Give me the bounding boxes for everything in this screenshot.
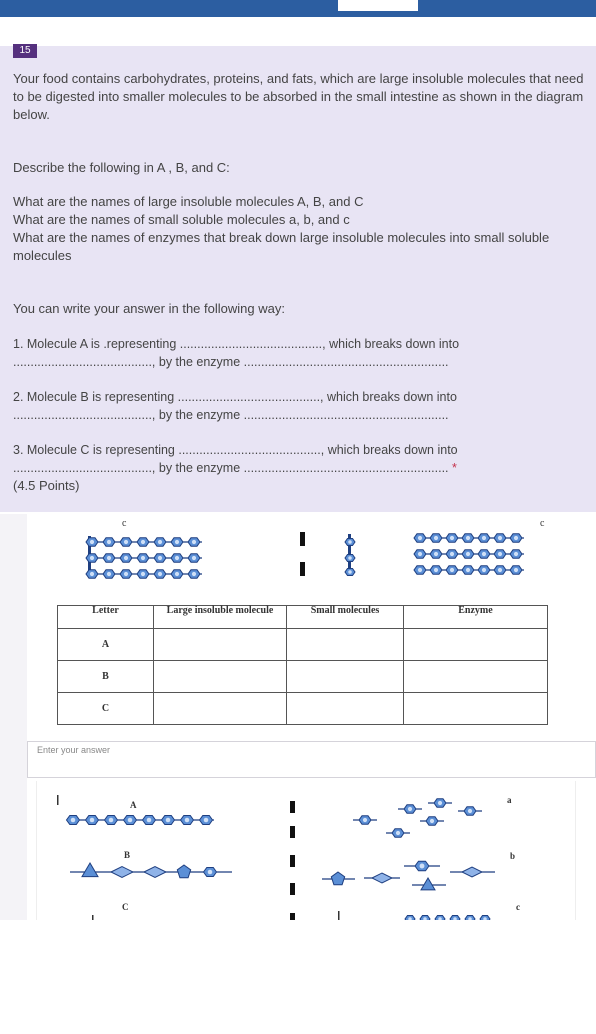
hexagon-center-icon [466, 552, 470, 556]
hexagon-center-icon [175, 556, 179, 560]
pentagon-icon [177, 865, 190, 878]
hexagon-center-icon [482, 568, 486, 572]
starch-chain-A [67, 816, 215, 825]
label-B: B [124, 850, 131, 860]
diamond-icon [144, 867, 166, 878]
amino-acid-molecules-b [322, 861, 495, 890]
answer-template-2a: 2. Molecule B is representing ........................................., which breaks down into [13, 390, 457, 404]
hexagon-center-icon [418, 536, 422, 540]
table-cell [154, 693, 287, 725]
hexagon-center-icon [434, 568, 438, 572]
hexagon-center-icon [90, 556, 94, 560]
hexagon-center-icon [450, 552, 454, 556]
hexagon-center-icon [498, 568, 502, 572]
required-mark: * [452, 461, 457, 475]
table-cell [404, 629, 548, 661]
answer-placeholder: Enter your answer [37, 745, 111, 755]
hexagon-center-icon [192, 572, 196, 576]
table-header-letter: Letter [58, 606, 154, 629]
hexagon-center-icon [107, 556, 111, 560]
table-cell [287, 629, 404, 661]
label-c-top-right: c [540, 518, 545, 529]
label-A: A [130, 800, 137, 810]
hexagon-center-icon [420, 864, 425, 869]
answer-template-3b [13, 459, 457, 477]
hexagon-center-icon [396, 831, 400, 835]
hexagon-center-icon [192, 556, 196, 560]
top-tab[interactable] [338, 0, 418, 11]
digestion-diagram-bottom [0, 781, 596, 920]
answer-table [57, 605, 548, 725]
table-cell-letter: B [58, 661, 154, 693]
question-number-badge: 15 [13, 44, 37, 58]
pentagon-icon [331, 872, 344, 885]
diamond-icon [372, 873, 392, 883]
hexagon-center-icon [450, 568, 454, 572]
hexagon-center-icon [468, 809, 472, 813]
table-row [58, 693, 548, 725]
question-intro: Your food contains carbohydrates, proteins, and fats, which are large insoluble molecules that need to be digested into smaller molecules to be absorbed in the small intestine as shown in the diagram below. [13, 71, 584, 122]
hexagon-center-icon [124, 572, 128, 576]
hexagon-center-icon [418, 568, 422, 572]
hexagon-center-icon [434, 536, 438, 540]
hexagon-center-icon [141, 540, 145, 544]
answer-template-3b-text: ........................................, by the enzyme ........................................................... [13, 461, 449, 475]
question-q1: What are the names of large insoluble molecules A, B, and C [13, 194, 364, 209]
fat-molecule-chains [86, 536, 202, 578]
table-cell [154, 629, 287, 661]
hexagon-center-icon [466, 536, 470, 540]
label-b: b [510, 851, 516, 861]
hexagon-center-icon [514, 568, 518, 572]
hexagon-center-icon [71, 818, 76, 823]
hexagon-center-icon [438, 801, 442, 805]
hexagon-center-icon [434, 552, 438, 556]
hexagon-center-icon [141, 556, 145, 560]
hexagon-center-icon [514, 536, 518, 540]
table-cell-letter: C [58, 693, 154, 725]
hexagon-center-icon [408, 807, 412, 811]
table-cell [154, 661, 287, 693]
hexagon-center-icon [482, 552, 486, 556]
hexagon-center-icon [418, 552, 422, 556]
table-cell [287, 693, 404, 725]
hexagon-center-icon [128, 818, 133, 823]
triangle-icon [82, 863, 98, 877]
hexagon-center-icon [124, 556, 128, 560]
question-q3: What are the names of enzymes that break down large insoluble molecules into small soluble molecules [13, 230, 550, 263]
table-header-enzyme: Enzyme [404, 606, 548, 629]
question-write-way: You can write your answer in the following way: [13, 301, 285, 316]
browser-top-bar [0, 0, 596, 17]
hexagon-center-icon [208, 870, 213, 875]
answer-template-1a: 1. Molecule A is .representing ........................................., which breaks down into [13, 337, 460, 351]
hexagon-center-icon [175, 572, 179, 576]
hexagon-center-icon [348, 556, 352, 560]
hexagon-center-icon [482, 536, 486, 540]
table-row [58, 661, 548, 693]
table-cell [404, 693, 548, 725]
hexagon-center-icon [147, 818, 152, 823]
hexagon-center-icon [166, 818, 171, 823]
hexagon-center-icon [158, 540, 162, 544]
label-C: C [122, 902, 129, 912]
hexagon-center-icon [90, 818, 95, 823]
hexagon-center-icon [185, 818, 190, 823]
points-label: (4.5 Points) [13, 478, 80, 493]
hexagon-center-icon [109, 818, 114, 823]
fatty-acid-chains [414, 534, 524, 574]
label-a: a [507, 795, 512, 805]
table-header-large: Large insoluble molecule [154, 606, 287, 629]
protein-chain-B [70, 863, 232, 878]
label-c: c [516, 902, 520, 912]
hexagon-center-icon [175, 540, 179, 544]
table-cell [287, 661, 404, 693]
hexagon-center-icon [430, 819, 434, 823]
answer-input[interactable] [27, 741, 596, 778]
hexagon-center-icon [204, 818, 209, 823]
hexagon-center-icon [498, 536, 502, 540]
hexagon-center-icon [363, 818, 367, 822]
table-cell-letter: A [58, 629, 154, 661]
diamond-icon [462, 867, 482, 877]
answer-template-3a: 3. Molecule C is representing ........................................., which breaks down into [13, 443, 458, 457]
hexagon-center-icon [90, 540, 94, 544]
hexagon-center-icon [466, 568, 470, 572]
table-row [58, 629, 548, 661]
glycerol-small-molecule-icon [345, 534, 355, 576]
hexagon-center-icon [348, 570, 352, 574]
answer-template-2b: ........................................, by the enzyme ........................................................... [13, 408, 449, 422]
table-header-small: Small molecules [287, 606, 404, 629]
hexagon-center-icon [141, 572, 145, 576]
table-cell [404, 661, 548, 693]
label-c-top-left: c [122, 518, 127, 529]
divider-bar-icon [290, 801, 295, 920]
hexagon-center-icon [348, 540, 352, 544]
hexagon-center-icon [107, 540, 111, 544]
question-q2: What are the names of small soluble molecules a, b, and c [13, 212, 350, 227]
hexagon-center-icon [107, 572, 111, 576]
hexagon-center-icon [158, 572, 162, 576]
digestion-diagram-top [0, 514, 596, 604]
hexagon-center-icon [450, 536, 454, 540]
question-describe: Describe the following in A , B, and C: [13, 160, 230, 175]
triangle-icon [421, 878, 435, 890]
hexagon-center-icon [498, 552, 502, 556]
diamond-icon [111, 867, 133, 878]
divider-bar-icon [300, 532, 305, 576]
hexagon-center-icon [90, 572, 94, 576]
hexagon-center-icon [192, 540, 196, 544]
glucose-molecules-a [353, 799, 482, 837]
hexagon-center-icon [158, 556, 162, 560]
hexagon-center-icon [124, 540, 128, 544]
hexagon-center-icon [514, 552, 518, 556]
answer-template-1b: ........................................, by the enzyme ........................................................... [13, 355, 449, 369]
